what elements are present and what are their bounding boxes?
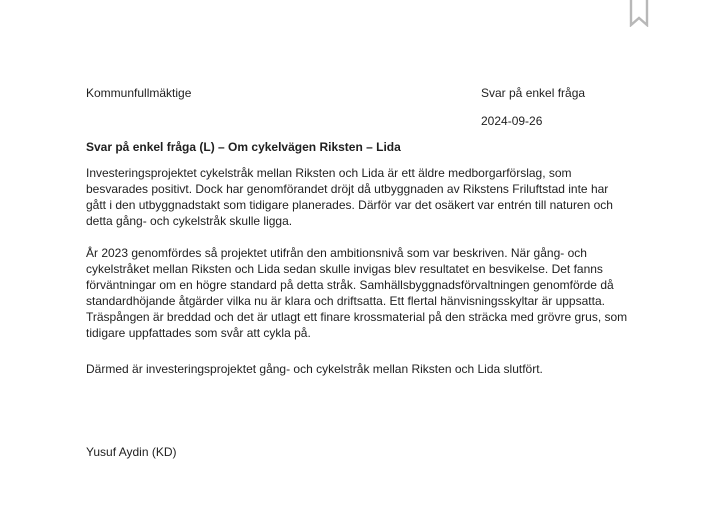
paragraph-2 [86, 245, 646, 341]
document-title: Svar på enkel fråga (L) – Om cykelvägen Riksten – Lida [86, 140, 401, 154]
paragraph-line: förväntningar om en högre standard på detta stråk. Samhällsbyggnadsförvaltningen genomförde då [86, 278, 614, 292]
bookmark-icon[interactable] [629, 0, 649, 27]
paragraph-line: gått i den utbyggnadstakt som tidigare planerades. Därför var det osäkert var entrén till naturen och [86, 198, 613, 212]
paragraph-line: År 2023 genomfördes så projektet utifrån den ambitionsnivå som var beskriven. När gång- och [86, 246, 587, 260]
paragraph-line: standardhöjande åtgärder vilka nu är klara och driftsatta. Ett flertal hänvisningsskyltar är uppsatta. [86, 294, 605, 308]
paragraph-line: tidigare uppfattades som svår att cykla på. [86, 326, 311, 340]
document-type-label: Svar på enkel fråga [481, 86, 586, 100]
paragraph-line: detta gång- och cykelstråk skulle ligga. [86, 214, 293, 228]
recipient-label: Kommunfullmäktige [86, 86, 192, 100]
paragraph-line: cykelstråket mellan Riksten och Lida sedan skulle invigas blev resultatet en besvikelse. Det fanns [86, 262, 603, 276]
paragraph-line: Därmed är investeringsprojektet gång- och cykelstråk mellan Riksten och Lida slutfört. [86, 362, 543, 376]
paragraph-line: Träspången är breddad och det är utlagt ett finare krossmaterial på den sträcka med grövre grus, som [86, 310, 628, 324]
paragraph-3 [86, 361, 646, 377]
document-date: 2024-09-26 [481, 114, 543, 128]
signature: Yusuf Aydin (KD) [86, 445, 177, 459]
paragraph-line: besvarades positivt. Dock har genomförandet dröjt då utbyggnaden av Rikstens Friluftstad inte har [86, 182, 609, 196]
paragraph-line: Investeringsprojektet cykelstråk mellan Riksten och Lida är ett äldre medborgarförslag, som [86, 166, 572, 180]
paragraph-1 [86, 165, 646, 229]
